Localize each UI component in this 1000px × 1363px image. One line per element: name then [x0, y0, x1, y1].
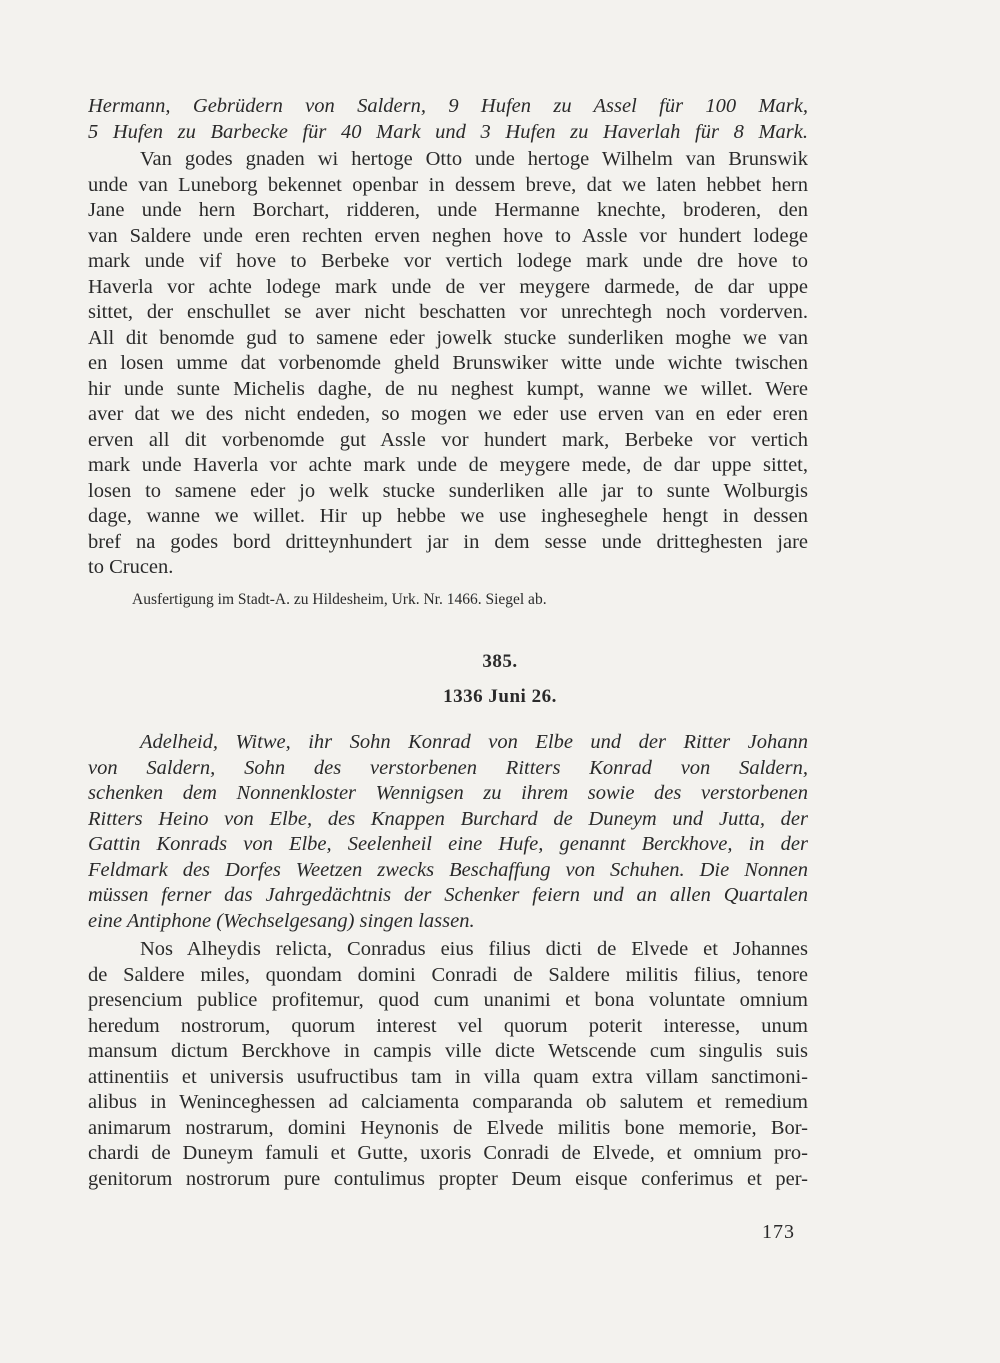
text-line: Van godes gnaden wi hertoge Otto unde hertoge Wilhelm van Brunswik: [140, 148, 808, 170]
text-line: mansum dictum Berckhove in campis ville dicte Wetscende cum singulis suis: [88, 1040, 808, 1062]
text-line: bref na godes bord dritteynhundert jar in dem sesse unde dritteghesten jare: [88, 530, 808, 553]
text-line: Haverla vor achte lodege mark unde de ver meygere darmede, de dar uppe: [88, 275, 808, 298]
regest-line: Gattin Konrads von Elbe, Seelenheil eine Hufe, genannt Berckhove, in der: [88, 833, 808, 855]
regest-line: Feldmark des Dorfes Weetzen zwecks Beschaffung von Schuhen. Die Nonnen: [88, 858, 808, 881]
text-line: dage, wanne we willet. Hir up hebbe we use ingheseghele hengt in dessen: [88, 505, 808, 527]
doc1-text: [88, 147, 808, 581]
text-line: van Saldere unde eren rechten erven neghen hove to Assle vor hundert lodege: [88, 224, 808, 247]
text-line: mark unde vif hove to Berbeke vor vertich lodege mark unde dre hove to: [88, 250, 808, 272]
document-number: 385.: [482, 651, 518, 672]
text-line: alibus in Weninceghessen ad calciamenta comparanda ob salutem et remedium: [88, 1091, 808, 1113]
regest-line: Hermann, Gebrüdern von Saldern, 9 Hufen zu Assel für 100 Mark,: [88, 95, 808, 117]
text-line: Nos Alheydis relicta, Conradus eius filius dicti de Elvede et Johannes: [140, 938, 808, 960]
text-line: en losen umme dat vorbenomde gheld Brunswiker witte unde wichte twischen: [88, 352, 808, 374]
text-line: aver dat we des nicht endeden, so mogen we eder use erven van en eder eren: [88, 403, 808, 425]
text-line: attinentiis et universis usufructibus tam in villa quam extra villam sanctimoni-: [88, 1065, 808, 1088]
text-line: de Saldere miles, quondam domini Conradi de Saldere militis filius, tenore: [88, 963, 808, 986]
page-number: 173: [762, 1221, 795, 1243]
text-line: Jane unde hern Borchart, ridderen, unde Hermanne knechte, broderen, den: [88, 199, 808, 221]
text-line: losen to samene eder jo welk stucke sunderliken alle jar to sunte Wolburgis: [88, 479, 808, 502]
doc1-regest: [88, 94, 808, 145]
text-line: presencium publice profitemur, quod cum unanimi et bona voluntate omnium: [88, 989, 808, 1011]
regest-line: schenken dem Nonnenkloster Wennigsen zu ihrem sowie des verstorbenen: [88, 782, 808, 804]
regest-line: eine Antiphone (Wechselgesang) singen lassen.: [88, 909, 475, 932]
text-line: mark unde Haverla vor achte mark unde de meygere mede, de dar uppe sittet,: [88, 454, 808, 476]
doc2-regest: [88, 730, 808, 934]
text-line: heredum nostrorum, quorum interest vel quorum poterit interesse, unum: [88, 1014, 808, 1037]
regest-line: Ritters Heino von Elbe, des Knappen Burchard de Duneym und Jutta, der: [88, 807, 808, 830]
text-line: erven all dit vorbenomde gut Assle vor hundert mark, Berbeke vor vertich: [88, 428, 808, 451]
text-line: genitorum nostrorum pure contulimus propter Deum eisque conferimus et per-: [88, 1167, 808, 1190]
text-line: All dit benomde gud to samene eder jowelk stucke sunderliken moghe we van: [88, 326, 808, 349]
regest-line: Adelheid, Witwe, ihr Sohn Konrad von Elbe und der Ritter Johann: [140, 731, 808, 753]
text-line: sittet, der enschullet se aver nicht beschatten vor unrechtegh noch vorderven.: [88, 301, 808, 323]
regest-line: von Saldern, Sohn des verstorbenen Ritters Konrad von Saldern,: [88, 756, 808, 779]
text-line: hir unde sunte Michelis daghe, de nu neghest kumpt, wanne we willet. Were: [88, 377, 808, 400]
source-note: Ausfertigung im Stadt-A. zu Hildesheim, Urk. Nr. 1466. Siegel ab.: [132, 591, 547, 608]
text-line: to Crucen.: [88, 556, 174, 578]
text-line: unde van Luneborg bekennet openbar in dessem breve, dat we laten hebbet hern: [88, 173, 808, 196]
text-line: animarum nostrarum, domini Heynonis de Elvede militis bone memorie, Bor-: [88, 1116, 808, 1139]
doc2-text: [88, 937, 808, 1192]
text-line: chardi de Duneym famuli et Gutte, uxoris Conradi de Elvede, et omnium pro-: [88, 1142, 808, 1164]
regest-line: 5 Hufen zu Barbecke für 40 Mark und 3 Hufen zu Haverlah für 8 Mark.: [88, 120, 808, 143]
regest-line: müssen ferner das Jahrgedächtnis der Schenker feiern und an allen Quartalen: [88, 884, 808, 906]
document-date: 1336 Juni 26.: [443, 686, 557, 707]
